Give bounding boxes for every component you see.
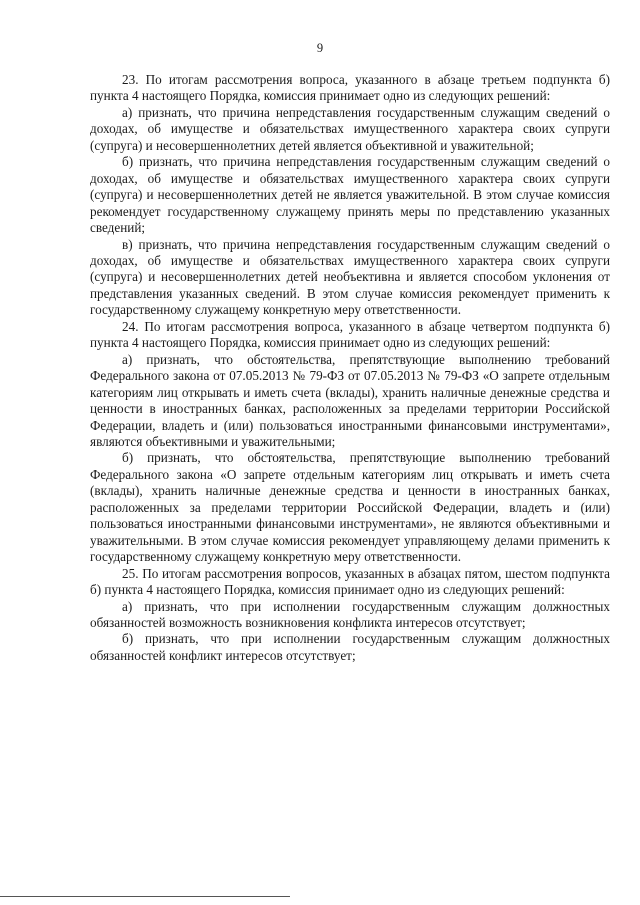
- footer-rule: [0, 896, 290, 897]
- paragraph-23b: б) признать, что причина непредставления государственным служащим сведений о доходах, об имуществе и обязательствах имущественного характера своих супруги (супруга) и несовершеннолетних детей не является уважительной. В этом случае комиссия рекомендует государственному служащему принять меры по представлению указанных сведений;: [90, 154, 610, 236]
- paragraph-25: 25. По итогам рассмотрения вопросов, указанных в абзацах пятом, шестом подпункта б) пункта 4 настоящего Порядка, комиссия принимает одно из следующих решений:: [90, 565, 610, 598]
- paragraph-24a: а) признать, что обстоятельства, препятствующие выполнению требований Федерального закона от 07.05.2013 № 79-ФЗ от 07.05.2013 № 79-ФЗ «О запрете отдельным категориям лиц открывать и иметь счета (вклады), хранить наличные денежные средства и ценности в иностранных банках, расположенных за пределами территории Российской Федерации, владеть и (или) пользоваться иностранными финансовыми инструментами», являются объективными и уважительными;: [90, 351, 610, 449]
- paragraph-23: 23. По итогам рассмотрения вопроса, указанного в абзаце третьем подпункта б) пункта 4 настоящего Порядка, комиссия принимает одно из следующих решений:: [90, 72, 610, 104]
- paragraph-24: 24. По итогам рассмотрения вопроса, указанного в абзаце четвертом подпункта б) пункта 4 настоящего Порядка, комиссия принимает одно из следующих решений:: [90, 318, 610, 351]
- paragraph-25a: а) признать, что при исполнении государственным служащим должностных обязанностей возможность возникновения конфликта интересов отсутствует;: [90, 598, 610, 630]
- paragraph-24b: б) признать, что обстоятельства, препятствующие выполнению требований Федерального закона «О запрете отдельным категориям лиц открывать и иметь счета (вклады), хранить наличные денежные средства и ценности в иностранных банках, расположенных за пределами территории Российской Федерации, владеть и (или) пользоваться иностранными финансовыми инструментами», не являются объективными и уважительными. В этом случае комиссия рекомендует управляющему делами применить к государственному служащему конкретную меру ответственности.: [90, 450, 610, 565]
- paragraph-23a: а) признать, что причина непредставления государственным служащим сведений о доходах, об имуществе и обязательствах имущественного характера своих супруги (супруга) и несовершеннолетних детей является объективной и уважительной;: [90, 104, 610, 153]
- paragraph-23v: в) признать, что причина непредставления государственным служащим сведений о доходах, об имуществе и обязательствах имущественного характера своих супруги (супруга) и несовершеннолетних детей необъективна и является способом уклонения от представления указанных сведений. В этом случае комиссия рекомендует применить к государственному служащему конкретную меру ответственности.: [90, 236, 610, 318]
- document-body: [90, 72, 610, 664]
- paragraph-25b: б) признать, что при исполнении государственным служащим должностных обязанностей конфликт интересов отсутствует;: [90, 631, 610, 663]
- page-number: 9: [316, 41, 324, 55]
